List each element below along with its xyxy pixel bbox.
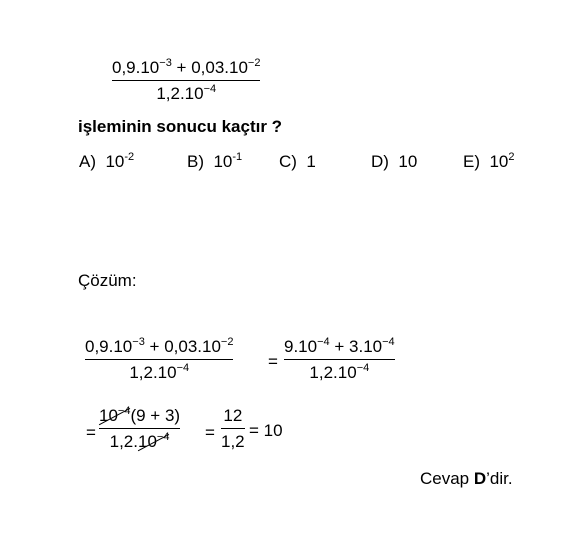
fraction-bar: [99, 428, 180, 429]
step2-equals: =: [205, 423, 215, 442]
option-e: E) $10^2$: [463, 151, 515, 171]
fraction-bar: [221, 428, 245, 429]
fraction-bar: [284, 359, 395, 360]
question-numerator: $0,9.10^{-3} + 0,03.10^{-2}$: [112, 57, 261, 77]
option-a: A) $10^{-2}$: [79, 151, 135, 171]
step1-equals: =: [268, 352, 278, 371]
cancelled-power: $10^{-4}$: [137, 431, 170, 451]
option-b: B) $10^{-1}$: [187, 151, 243, 171]
fraction-bar: [112, 80, 260, 81]
step2-result: = 10: [249, 421, 283, 440]
question-denominator: $1,2.10^{-4}$: [156, 83, 217, 103]
step1-left-fraction: $0,9.10^{-3} + 0,03.10^{-2}$ $1,2.10^{-4}$: [85, 336, 234, 382]
question-prompt: işleminin sonucu kaçtır ?: [78, 117, 283, 136]
question-fraction: [112, 58, 260, 104]
step2-simplified-fraction: 12 1,2: [221, 406, 245, 451]
fraction-bar: [85, 359, 233, 360]
step1-right-fraction: $9.10^{-4} + 3.10^{-4}$ $1,2.10^{-4}$: [284, 336, 395, 382]
step2-fraction: $10^{-4}(9 + 3)$ $1,2.10^{-4}$: [99, 405, 181, 451]
cancelled-power: $10^{-4}$: [99, 405, 131, 425]
option-c: C) 1: [279, 152, 316, 171]
option-d: D) 10: [371, 152, 418, 171]
answer-line: Cevap D’dir.: [420, 469, 513, 488]
step2-lead-equals: =: [86, 423, 96, 442]
solution-heading: Çözüm:: [78, 271, 137, 290]
